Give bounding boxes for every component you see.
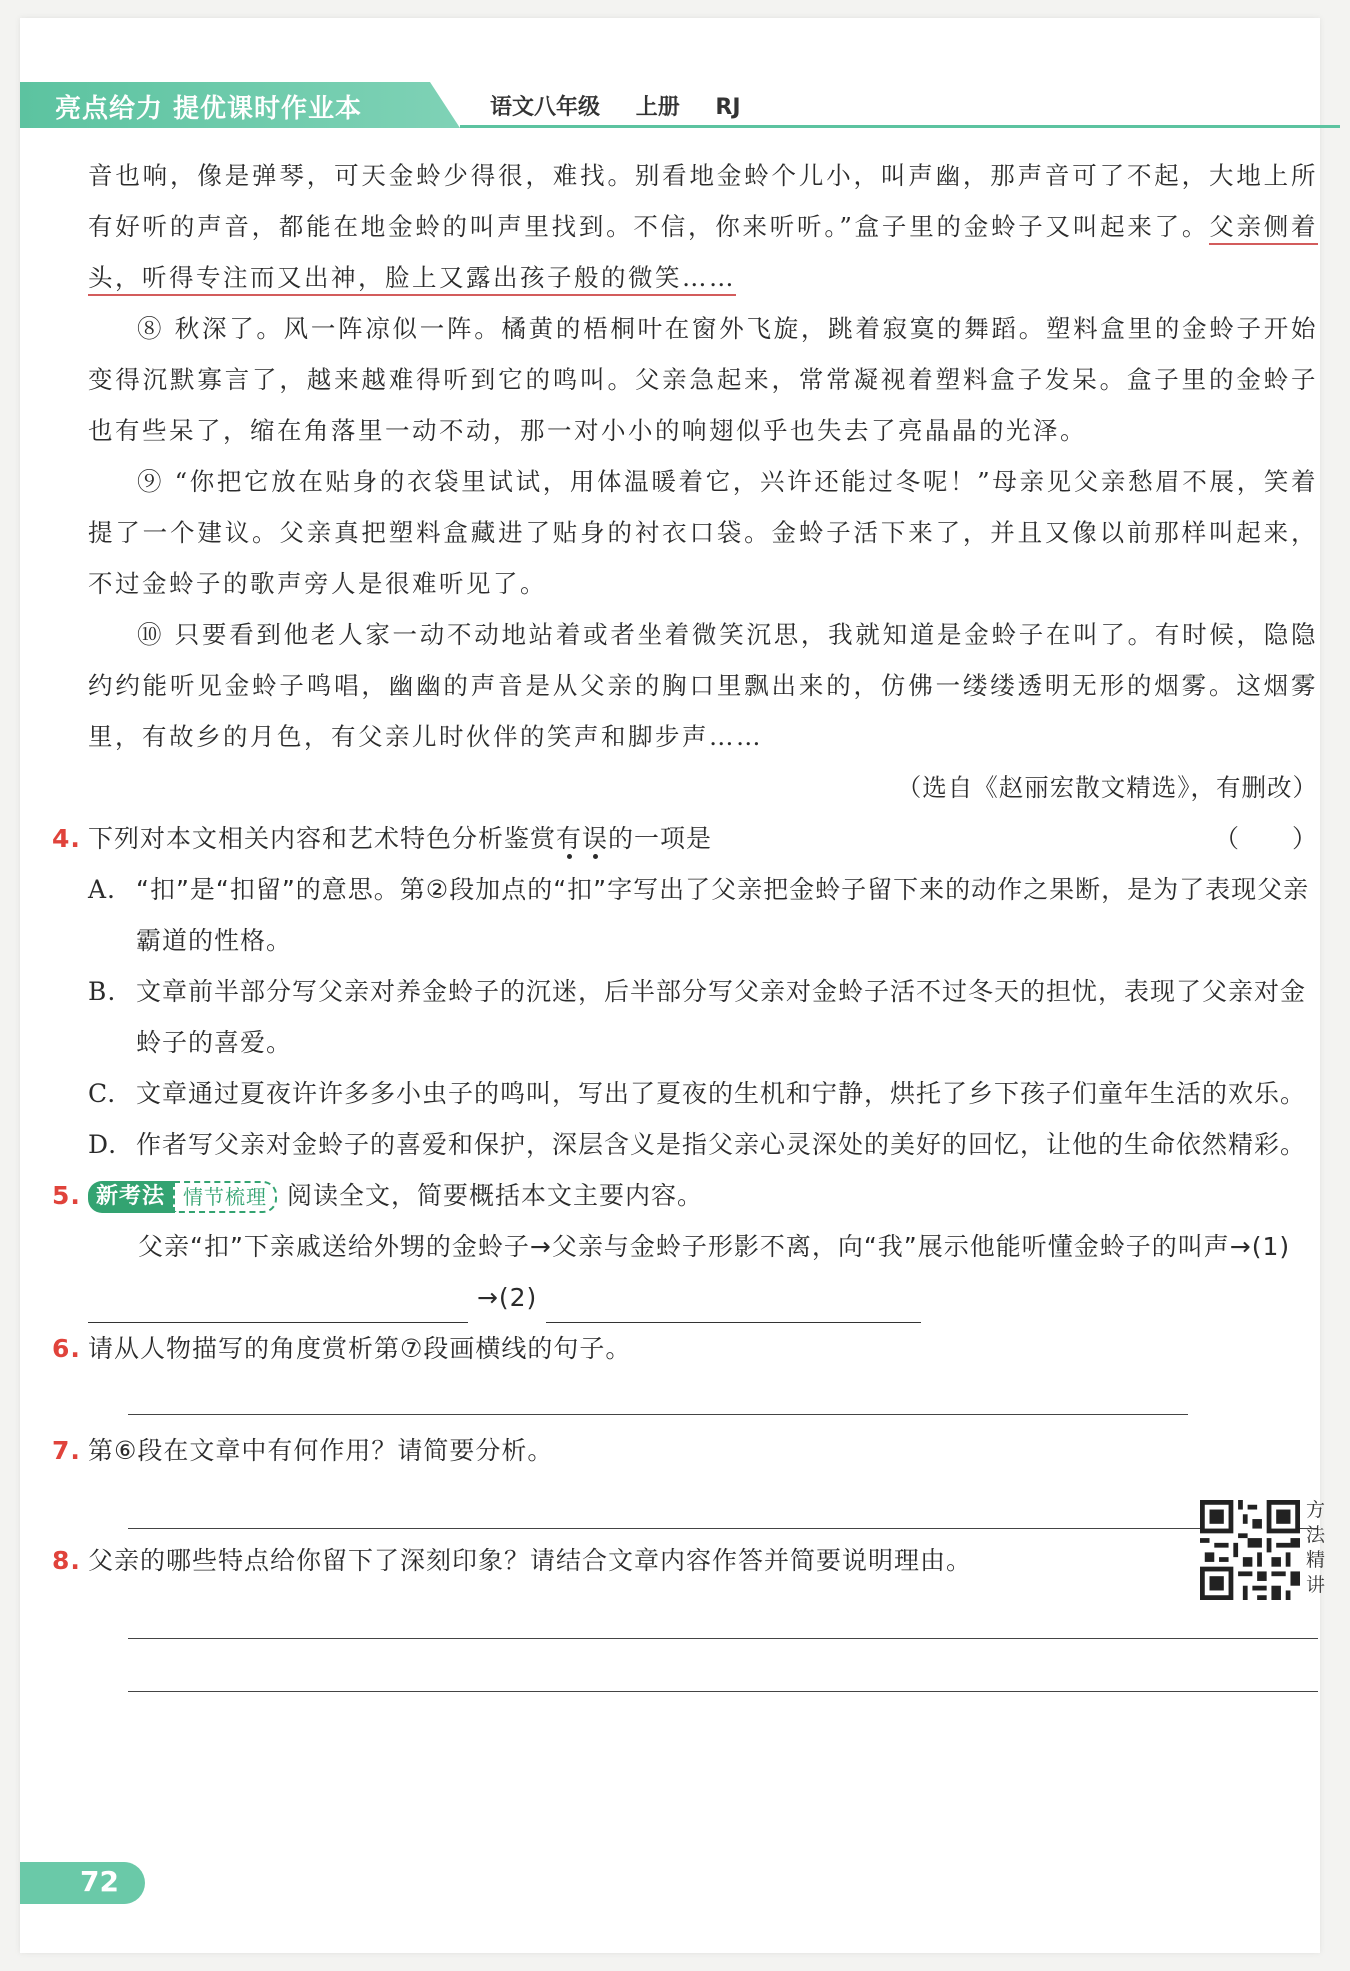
q7-stem: 第⑥段在文章中有何作用？请简要分析。 xyxy=(88,1436,554,1465)
question-8 xyxy=(52,1535,1318,1586)
qr-label: 方法精讲 xyxy=(1306,1499,1326,1596)
q4-stem-end: 的一项是 xyxy=(608,824,713,853)
page-number: 72 xyxy=(80,1865,119,1898)
paragraph-9: ⑨ “你把它放在贴身的衣袋里试试，用体温暖着它，兴许还能过冬呢！”母亲见父亲愁眉不展，笑着提了一个建议。父亲真把塑料盒藏进了贴身的衬衣口袋。金蛉子活下来了，并且又像以前那样叫起来，不过金蛉子的歌声旁人是很难听见了。 xyxy=(88,467,1318,598)
question-5 xyxy=(52,1170,1318,1221)
option-letter: D. xyxy=(88,1130,118,1159)
q8-stem: 父亲的哪些特点给你留下了深刻印象？请结合文章内容作答并简要说明理由。 xyxy=(88,1546,973,1575)
plot-outline-tag: 情节梳理 xyxy=(173,1181,277,1213)
option-b[interactable] xyxy=(88,966,1318,1068)
paragraph-8: ⑧ 秋深了。风一阵凉似一阵。橘黄的梧桐叶在窗外飞旋，跳着寂寞的舞蹈。塑料盒里的金蛉子开始变得沉默寡言了，越来越难得听到它的鸣叫。父亲急起来，常常凝视着塑料盒子发呆。盒子里的金蛉子也有些呆了，缩在角落里一动不动，那一对小小的响翅似乎也失去了亮晶晶的光泽。 xyxy=(88,314,1318,445)
header-divider xyxy=(460,125,1340,128)
question-number: 5. xyxy=(52,1181,81,1210)
option-text: 文章通过夏夜许许多多小虫子的鸣叫，写出了夏夜的生机和宁静，烘托了乡下孩子们童年生活的欢乐。 xyxy=(136,1079,1307,1108)
question-number: 6. xyxy=(52,1334,81,1363)
option-d[interactable] xyxy=(88,1119,1318,1170)
question-number: 7. xyxy=(52,1436,81,1465)
q6-stem: 请从人物描写的角度赏析第⑦段画横线的句子。 xyxy=(88,1334,632,1363)
option-letter: B. xyxy=(88,977,117,1006)
question-6 xyxy=(52,1323,1318,1374)
option-text: “扣”是“扣留”的意思。第②段加点的“扣”字写出了父亲把金蛉子留下来的动作之果断，是为了表现父亲霸道的性格。 xyxy=(136,875,1310,955)
question-number: 8. xyxy=(52,1546,81,1575)
paragraph-10: ⑩ 只要看到他老人家一动不动地站着或者坐着微笑沉思，我就知道是金蛉子在叫了。有时候，隐隐约约能听见金蛉子鸣唱，幽幽的声音是从父亲的胸口里飘出来的，仿佛一缕缕透明无形的烟雾。这烟雾里，有故乡的月色，有父亲儿时伙伴的笑声和脚步声…… xyxy=(88,620,1318,751)
option-a[interactable] xyxy=(88,864,1318,966)
q5-blank-1[interactable] xyxy=(88,1292,468,1323)
page-number-badge xyxy=(20,1862,145,1904)
option-letter: A. xyxy=(88,875,117,904)
series-title: 亮点给力 提优课时作业本 xyxy=(55,94,363,124)
question-number: 4. xyxy=(52,824,81,853)
passage-source: （选自《赵丽宏散文精选》，有删改） xyxy=(896,773,1318,802)
q4-stem: 下列对本文相关内容和艺术特色分析鉴赏 xyxy=(88,824,557,853)
q7-answer-line[interactable] xyxy=(128,1476,1318,1529)
book-info xyxy=(490,90,769,121)
option-letter: C. xyxy=(88,1079,117,1108)
q4-dotted-char: 有 xyxy=(556,824,583,853)
edition-label: RJ xyxy=(715,95,741,120)
q8-answer-line-2[interactable] xyxy=(128,1639,1318,1692)
new-method-tag: 新考法 xyxy=(88,1181,173,1213)
q5-flow-text: 父亲“扣”下亲戚送给外甥的金蛉子→父亲与金蛉子形影不离，向“我”展示他能听懂金蛉子的叫声→(1) xyxy=(138,1232,1291,1261)
p7-underlined-sentence: 父亲侧着头，听得专注而又出神，脸上又露出孩子般的微笑…… xyxy=(88,212,1318,296)
option-text: 文章前半部分写父亲对养金蛉子的沉迷，后半部分写父亲对金蛉子活不过冬天的担忧，表现了父亲对金蛉子的喜爱。 xyxy=(136,977,1307,1057)
q5-blank-2[interactable] xyxy=(546,1292,921,1323)
subject-label: 语文八年级 xyxy=(490,95,601,120)
paragraph-7-end xyxy=(88,150,1318,303)
q6-answer-line[interactable] xyxy=(128,1374,1188,1415)
answer-parentheses[interactable]: （ ） xyxy=(1213,824,1318,853)
q5-flow xyxy=(88,1221,1318,1323)
p7-text: 音也响，像是弹琴，可天金蛉少得很，难找。别看地金蛉个儿小，叫声幽，那声音可了不起，大地上所有好听的声音，都能在地金蛉的叫声里找到。不信，你来听听。”盒子里的金蛉子又叫起来了。 xyxy=(88,161,1318,241)
volume-label: 上册 xyxy=(635,95,680,120)
q5-stem: 阅读全文，简要概括本文主要内容。 xyxy=(287,1181,704,1210)
option-text: 作者写父亲对金蛉子的喜爱和保护，深层含义是指父亲心灵深处的美好的回忆，让他的生命依然精彩。 xyxy=(136,1130,1307,1159)
option-c[interactable] xyxy=(88,1068,1318,1119)
q5-flow-text-2: →(2) xyxy=(476,1283,538,1312)
page-header xyxy=(20,82,1320,128)
main-content xyxy=(52,150,1319,1692)
question-7 xyxy=(52,1425,1318,1476)
question-4 xyxy=(52,813,1318,864)
q4-dotted-char: 误 xyxy=(582,824,609,853)
qr-code-icon[interactable] xyxy=(1200,1500,1300,1600)
q8-answer-line-1[interactable] xyxy=(128,1586,1318,1639)
